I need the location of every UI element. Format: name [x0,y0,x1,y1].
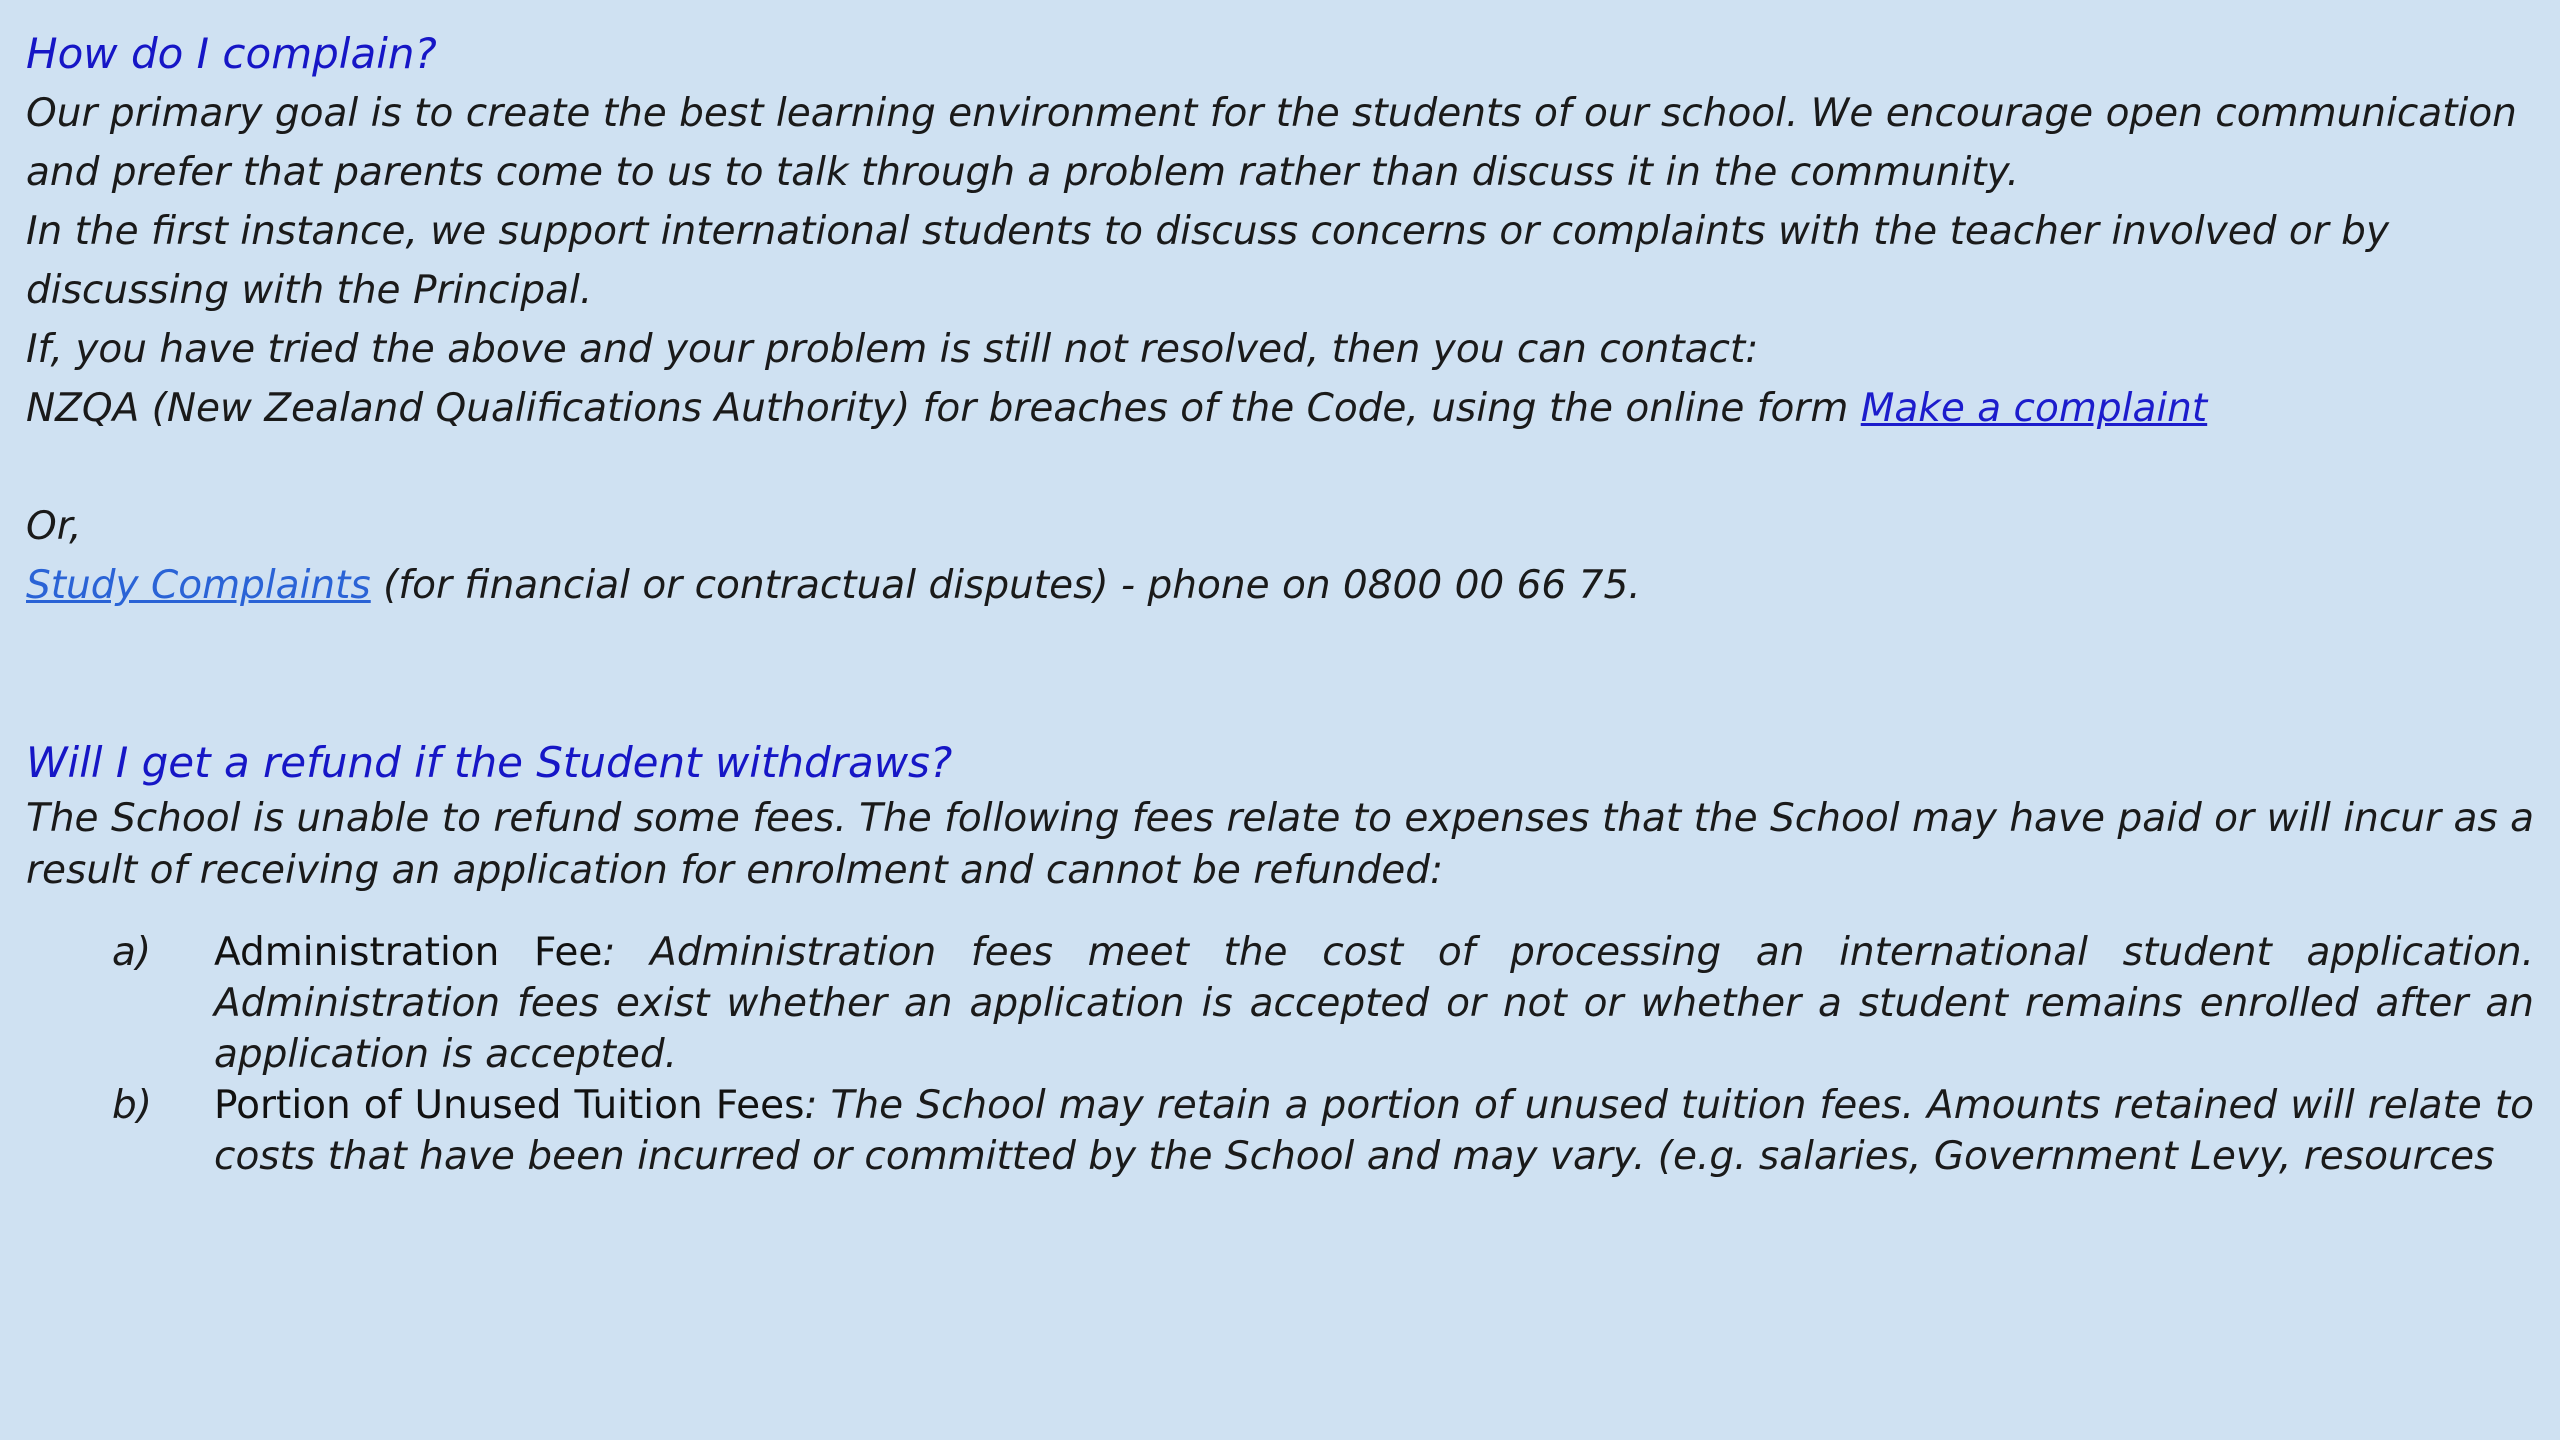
section-spacer [26,615,2534,733]
or-text: Or, [26,504,82,549]
study-complaints-line [26,556,2534,615]
fee-term-colon: : [602,930,616,975]
refund-section [26,733,2534,1182]
refund-heading: Will I get a refund if the Student withdraws? [26,738,953,787]
refund-fee-list [26,927,2534,1182]
spacer [26,438,2534,497]
complaint-section [26,24,2534,615]
nzqa-contact-line [26,379,2534,438]
fee-term: Administration Fee [214,930,603,975]
complaint-paragraph-goal: Our primary goal is to create the best learning environment for the students of our school. We encourage open communication and prefer that parents come to us to talk through a problem rather than discuss it in the community. [26,91,2517,195]
fee-term: Portion of Unused Tuition Fees [214,1083,805,1128]
complaint-paragraph-first-instance: In the first instance, we support international students to discuss concerns or complaints with the teacher involved or by discussing with the Principal. [26,209,2390,313]
nzqa-contact-text: NZQA (New Zealand Qualifications Authority) for breaches of the Code, using the online form [26,386,1861,431]
fee-description: Administration fees meet the cost of processing an international student application. Administration fees exist whether an application is accepted or not or whether a student remains enrolled after an application is accepted. [214,930,2534,1077]
list-item [26,927,2534,1080]
study-complaints-link[interactable]: Study Complaints [26,563,371,608]
fee-description: The School may retain a portion of unused tuition fees. Amounts retained will relate to costs that have been incurred or committed by the School and may vary. (e.g. salaries, Government Levy, resources [214,1083,2534,1179]
list-item-body [214,1080,2534,1182]
complaint-paragraph-contact: If, you have tried the above and your problem is still not resolved, then you can contact: [26,327,1759,372]
make-a-complaint-link[interactable]: Make a complaint [1860,386,2208,431]
list-marker: a) [112,930,152,975]
list-item [26,1080,2534,1182]
complaint-heading: How do I complain? [26,29,437,78]
list-item-body [214,927,2534,1080]
fee-term-colon: : [804,1083,818,1128]
study-complaints-text: (for financial or contractual disputes) - phone on 0800 00 66 75. [370,563,1641,608]
refund-intro: The School is unable to refund some fees. The following fees relate to expenses that the School may have paid or will incur as a result of receiving an application for enrolment and cannot be refunded: [26,796,2534,893]
list-marker: b) [112,1083,152,1128]
